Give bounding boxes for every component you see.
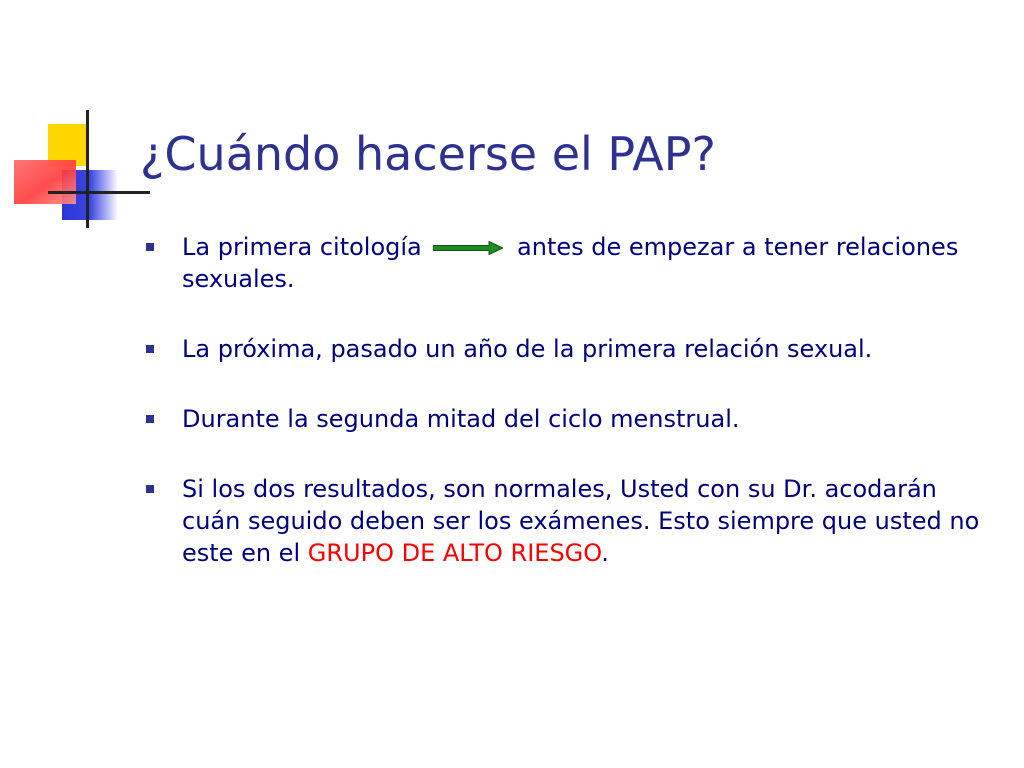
vertical-line-decoration bbox=[86, 110, 89, 228]
bullet-text-end: . bbox=[601, 539, 609, 567]
right-arrow-icon bbox=[433, 241, 503, 255]
bullet-square-icon bbox=[146, 243, 154, 251]
bullet-square-icon bbox=[146, 415, 154, 423]
bullet-square-icon bbox=[146, 485, 154, 493]
high-risk-highlight: GRUPO DE ALTO RIESGO bbox=[307, 539, 602, 567]
bullet-text: Durante la segunda mitad del ciclo menstrual. bbox=[182, 405, 740, 433]
red-square-decoration bbox=[14, 160, 76, 204]
bullet-square-icon bbox=[146, 345, 154, 353]
slide-title: ¿Cuándo hacerse el PAP? bbox=[140, 127, 716, 181]
bullet-item bbox=[140, 333, 1000, 365]
bullet-text: Si los dos resultados, son normales, Usted con su Dr. acodarán cuán seguido deben ser los exámenes. Esto siempre que usted no este en el bbox=[182, 475, 980, 567]
corner-decoration bbox=[0, 0, 150, 240]
bullet-text: La próxima, pasado un año de la primera relación sexual. bbox=[182, 335, 873, 363]
bullet-text: La primera citología bbox=[182, 233, 422, 261]
bullet-item bbox=[140, 403, 1000, 435]
bullet-list bbox=[140, 231, 1000, 569]
bullet-text: antes de empezar a tener relaciones sexuales. bbox=[182, 233, 959, 293]
horizontal-line-decoration bbox=[48, 191, 150, 194]
bullet-item bbox=[140, 231, 1000, 295]
bullet-item bbox=[140, 473, 1000, 569]
